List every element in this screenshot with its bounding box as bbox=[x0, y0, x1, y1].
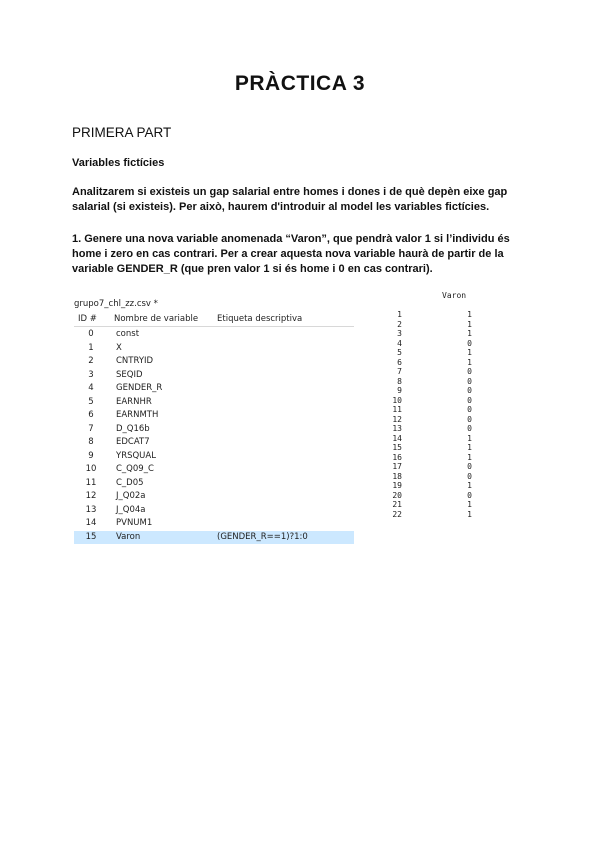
variable-row[interactable] bbox=[74, 396, 354, 410]
output-row bbox=[380, 405, 480, 415]
output-row bbox=[380, 434, 480, 444]
output-row bbox=[380, 443, 480, 453]
variable-id: 15 bbox=[85, 531, 97, 542]
variable-name: GENDER_R bbox=[116, 383, 163, 393]
variable-id: 10 bbox=[85, 464, 97, 474]
variable-name: J_Q02a bbox=[116, 491, 146, 501]
variable-row[interactable] bbox=[74, 369, 354, 383]
output-row bbox=[380, 415, 480, 425]
variable-name: SEQID bbox=[116, 369, 143, 380]
observation-value: 1 bbox=[467, 433, 472, 443]
observation-index: 3 bbox=[397, 329, 402, 338]
variable-row[interactable] bbox=[74, 477, 354, 491]
observation-index: 17 bbox=[392, 462, 402, 471]
output-row bbox=[380, 424, 480, 434]
output-row bbox=[380, 348, 480, 358]
variables-list bbox=[74, 328, 354, 544]
output-row bbox=[380, 329, 480, 339]
variable-name: D_Q16b bbox=[116, 423, 150, 434]
output-row bbox=[380, 320, 480, 330]
exercise-paragraph: 1. Genere una nova variable anomenada “Varon”, que pendrà valor 1 si l’individu és home i zero en cas contrari. Per a crear aquesta nova variable haurà de partir de la variable GENDER_R (que pren valor 1 si és home i 0 en cas contrari). bbox=[72, 233, 510, 275]
observation-index: 5 bbox=[397, 348, 402, 357]
document-title: PRÀCTICA 3 bbox=[234, 72, 366, 95]
observation-value: 1 bbox=[467, 443, 472, 452]
observation-value: 0 bbox=[467, 386, 472, 395]
variable-row[interactable] bbox=[74, 463, 354, 477]
variable-id: 0 bbox=[88, 329, 94, 339]
observation-index: 21 bbox=[392, 500, 402, 509]
observation-index: 18 bbox=[392, 471, 402, 481]
observation-value: 0 bbox=[467, 376, 472, 386]
observation-value: 1 bbox=[467, 357, 472, 367]
subheading: Variables fictícies bbox=[72, 157, 165, 169]
observation-value: 1 bbox=[467, 310, 472, 319]
observation-index: 22 bbox=[392, 509, 402, 519]
output-row bbox=[380, 386, 480, 396]
output-row bbox=[380, 462, 480, 472]
output-rows bbox=[380, 310, 480, 519]
variable-name: EARNHR bbox=[116, 396, 152, 407]
variable-name: PVNUM1 bbox=[116, 518, 153, 528]
observation-index: 15 bbox=[392, 443, 402, 452]
observation-value: 0 bbox=[467, 338, 472, 348]
variable-id: 7 bbox=[88, 423, 94, 434]
column-header-name[interactable]: Nombre de variable bbox=[114, 314, 199, 324]
variable-row[interactable] bbox=[74, 355, 354, 369]
variable-row[interactable] bbox=[74, 490, 354, 504]
variable-id: 12 bbox=[85, 491, 97, 501]
column-header-id[interactable]: ID # bbox=[78, 314, 97, 324]
variable-id: 6 bbox=[88, 410, 94, 420]
output-row bbox=[380, 453, 480, 463]
variable-row[interactable] bbox=[74, 409, 354, 423]
output-row bbox=[380, 491, 480, 501]
output-row bbox=[380, 310, 480, 320]
variable-name: YRSQUAL bbox=[116, 450, 156, 461]
variable-id: 9 bbox=[88, 450, 94, 461]
column-header-label[interactable]: Etiqueta descriptiva bbox=[217, 314, 303, 324]
variable-name: CNTRYID bbox=[116, 356, 154, 366]
variable-row[interactable] bbox=[74, 504, 354, 518]
observation-value: 0 bbox=[467, 414, 472, 424]
observation-index: 11 bbox=[392, 405, 402, 414]
output-row bbox=[380, 500, 480, 510]
observation-index: 12 bbox=[392, 414, 402, 424]
intro-paragraph: Analitzarem si existeis un gap salarial entre homes i dones i de què depèn eixe gap salarial (si existeis). Per això, haurem d'introduir al model les variables fictícies. bbox=[72, 186, 508, 213]
variable-id: 1 bbox=[88, 342, 94, 353]
variable-name: X bbox=[116, 342, 122, 353]
output-row bbox=[380, 396, 480, 406]
variable-row[interactable] bbox=[74, 517, 354, 531]
observation-value: 1 bbox=[467, 329, 472, 338]
variable-row[interactable] bbox=[74, 531, 354, 545]
section-heading: PRIMERA PART bbox=[72, 125, 172, 140]
variable-name: C_Q09_C bbox=[116, 464, 154, 474]
variable-name: const bbox=[116, 329, 140, 339]
observation-index: 10 bbox=[392, 395, 402, 405]
variable-id: 5 bbox=[88, 396, 94, 407]
observation-index: 4 bbox=[397, 338, 402, 348]
observation-value: 1 bbox=[467, 500, 472, 509]
observation-value: 0 bbox=[467, 405, 472, 414]
variable-name: EDCAT7 bbox=[116, 437, 150, 447]
output-row bbox=[380, 358, 480, 368]
output-row bbox=[380, 339, 480, 349]
observation-index: 7 bbox=[397, 367, 402, 376]
observation-value: 0 bbox=[467, 367, 472, 376]
observation-value: 0 bbox=[467, 424, 472, 433]
observation-index: 1 bbox=[397, 310, 402, 319]
variables-table-header bbox=[74, 313, 354, 327]
observation-value: 1 bbox=[467, 481, 472, 490]
variable-row[interactable] bbox=[74, 423, 354, 437]
observation-value: 1 bbox=[467, 452, 472, 462]
panel-title: grupo7_chl_zz.csv * bbox=[74, 299, 158, 309]
variable-name: C_D05 bbox=[116, 477, 144, 488]
observation-value: 0 bbox=[467, 395, 472, 405]
variable-id: 8 bbox=[88, 437, 94, 447]
observation-index: 14 bbox=[392, 433, 402, 443]
observation-index: 13 bbox=[392, 424, 402, 433]
variable-id: 14 bbox=[85, 518, 97, 528]
observation-value: 0 bbox=[467, 490, 472, 500]
output-column-header: Varon bbox=[442, 291, 467, 300]
output-row bbox=[380, 367, 480, 377]
variable-id: 4 bbox=[88, 383, 94, 393]
variable-id: 3 bbox=[88, 369, 94, 380]
observation-value: 0 bbox=[467, 462, 472, 471]
observation-value: 0 bbox=[467, 471, 472, 481]
variables-panel bbox=[74, 297, 354, 555]
variable-name: J_Q04a bbox=[116, 504, 146, 515]
variable-row[interactable] bbox=[74, 328, 354, 342]
output-row bbox=[380, 481, 480, 491]
observation-index: 9 bbox=[397, 386, 402, 395]
observation-index: 16 bbox=[392, 452, 402, 462]
variable-name: EARNMTH bbox=[116, 410, 159, 420]
observation-value: 1 bbox=[467, 509, 472, 519]
variable-row[interactable] bbox=[74, 342, 354, 356]
variable-id: 11 bbox=[85, 477, 97, 488]
variable-row[interactable] bbox=[74, 436, 354, 450]
observation-value: 1 bbox=[467, 319, 472, 329]
output-row bbox=[380, 510, 480, 520]
observation-index: 19 bbox=[392, 481, 402, 490]
variable-name: Varon bbox=[116, 531, 141, 542]
output-row bbox=[380, 377, 480, 387]
variable-id: 13 bbox=[85, 504, 97, 515]
variable-id: 2 bbox=[88, 356, 94, 366]
variable-row[interactable] bbox=[74, 382, 354, 396]
observation-index: 8 bbox=[397, 376, 402, 386]
observation-index: 6 bbox=[397, 357, 402, 367]
observation-value: 1 bbox=[467, 348, 472, 357]
observation-index: 20 bbox=[392, 490, 402, 500]
variable-row[interactable] bbox=[74, 450, 354, 464]
variable-label: (GENDER_R==1)?1:0 bbox=[217, 531, 308, 542]
observation-index: 2 bbox=[397, 319, 402, 329]
output-row bbox=[380, 472, 480, 482]
